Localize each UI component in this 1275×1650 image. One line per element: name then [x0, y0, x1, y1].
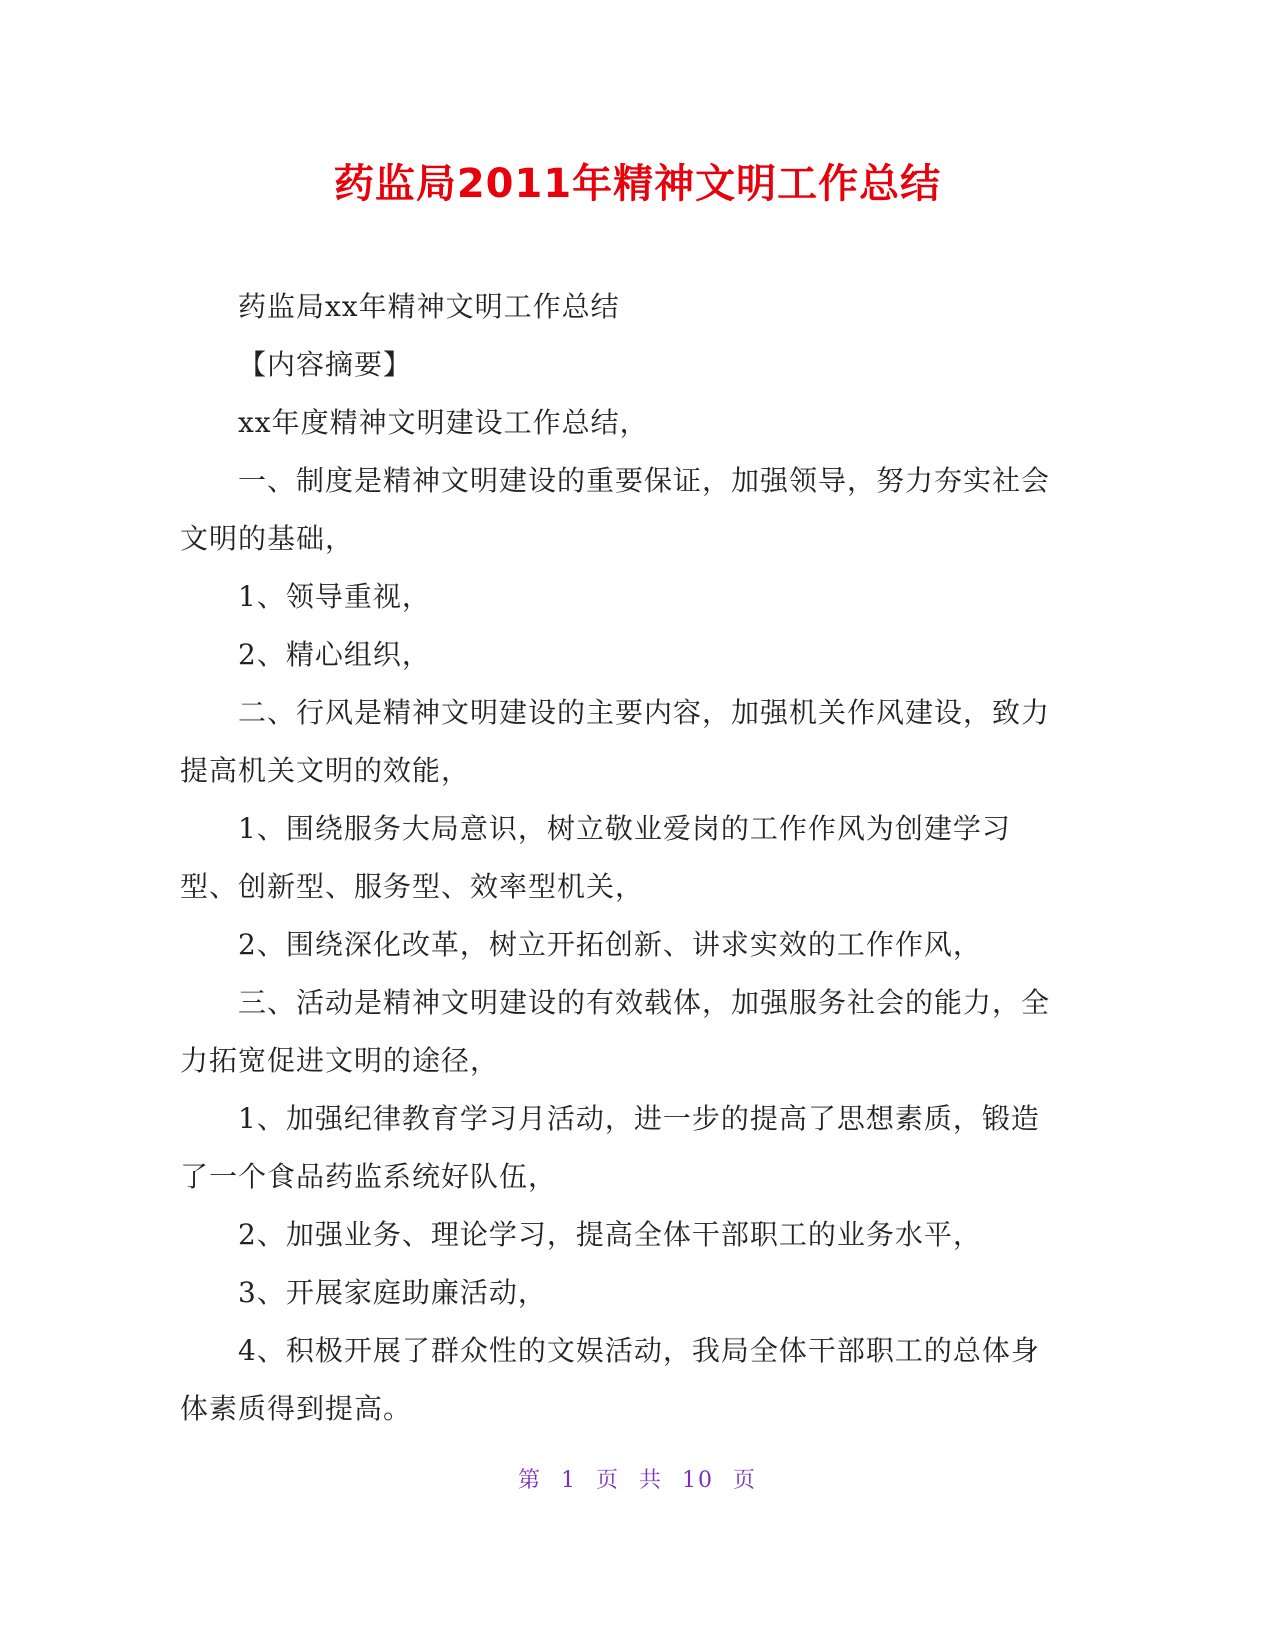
paragraph: 4、积极开展了群众性的文娱活动，我局全体干部职工的总体身体素质得到提高。 [180, 1334, 1040, 1425]
paragraph: 三、活动是精神文明建设的有效载体，加强服务社会的能力，全力拓宽促进文明的途径， [180, 986, 1051, 1077]
paragraph: 3、开展家庭助廉活动， [238, 1276, 547, 1309]
paragraph: 二、行风是精神文明建设的主要内容，加强机关作风建设，致力提高机关文明的效能， [180, 696, 1051, 787]
document-title: 药监局2011年精神文明工作总结 [333, 161, 942, 207]
document-body [180, 278, 1060, 1438]
paragraph: 2、围绕深化改革，树立开拓创新、讲求实效的工作作风， [238, 928, 982, 961]
paragraph: xx年度精神文明建设工作总结， [238, 406, 649, 439]
paragraph: 1、围绕服务大局意识，树立敬业爱岗的工作作风为创建学习型、创新型、服务型、效率型机关， [180, 812, 1011, 903]
paragraph: 2、加强业务、理论学习，提高全体干部职工的业务水平， [238, 1218, 982, 1251]
paragraph: 2、精心组织， [238, 638, 431, 671]
page-number-footer: 第 1 页 共 10 页 [518, 1468, 757, 1493]
paragraph: 1、领导重视， [238, 580, 431, 613]
paragraph: 1、加强纪律教育学习月活动，进一步的提高了思想素质，锻造了一个食品药监系统好队伍， [180, 1102, 1040, 1193]
paragraph: 【内容摘要】 [238, 348, 413, 381]
paragraph: 一、制度是精神文明建设的重要保证，加强领导，努力夯实社会文明的基础， [180, 464, 1051, 555]
paragraph: 药监局xx年精神文明工作总结 [238, 290, 620, 323]
